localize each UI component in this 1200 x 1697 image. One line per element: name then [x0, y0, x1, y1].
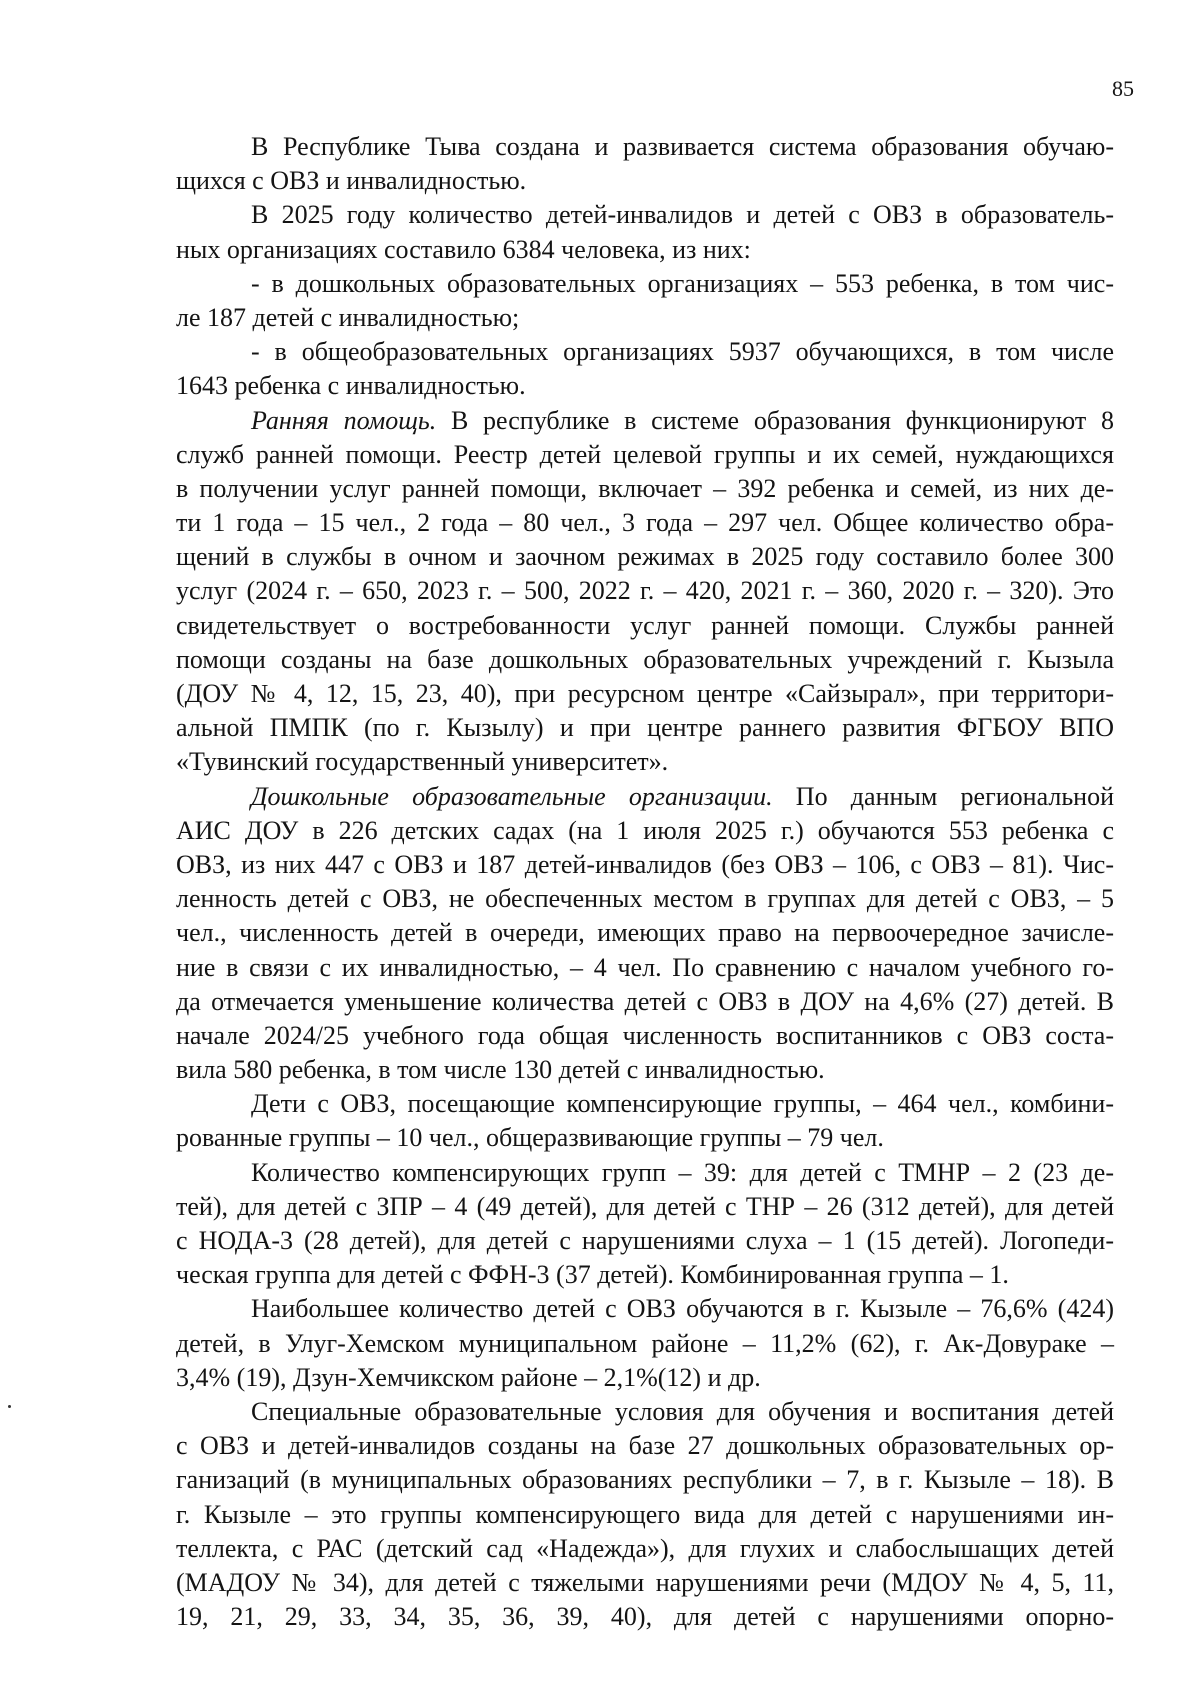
text-line	[176, 130, 1114, 164]
line-text: ти 1 года – 15 чел., 2 года – 80 чел., 3 года – 297 чел. Общее количество обра-	[176, 508, 1114, 538]
line-text: с НОДА-3 (28 детей), для детей с нарушениями слуха – 1 (15 детей). Логопеди-	[176, 1226, 1114, 1255]
line-text: (МАДОУ № 34), для детей с тяжелыми нарушениями речи (МДОУ № 4, 5, 11,	[176, 1567, 1114, 1597]
line-text: с ОВЗ и детей-инвалидов созданы на базе 27 дошкольных образовательных ор-	[176, 1431, 1114, 1461]
text-line	[176, 745, 1114, 779]
text-line	[176, 882, 1114, 916]
text-line	[176, 848, 1114, 882]
text-line	[176, 233, 1114, 267]
text-line	[176, 301, 1114, 335]
text-line	[176, 1190, 1114, 1224]
line-text: «Тувинский государственный университет».	[176, 747, 669, 777]
line-text: щихся с ОВЗ и инвалидностью.	[176, 166, 527, 196]
line-text: АИС ДОУ в 226 детских садах (на 1 июля 2025 г.) обучаются 553 ребенка с	[176, 815, 1114, 845]
text-line	[176, 198, 1114, 232]
text-line	[176, 1395, 1114, 1429]
text-line	[176, 1019, 1114, 1053]
line-text: (ДОУ № 4, 12, 15, 23, 40), при ресурсном центре «Сайзырал», при территори-	[176, 679, 1114, 708]
line-text: ОВЗ, из них 447 с ОВЗ и 187 детей-инвалидов (без ОВЗ – 106, с ОВЗ – 81). Чис-	[176, 849, 1114, 879]
line-text: 19, 21, 29, 33, 34, 35, 36, 39, 40), для детей с нарушениями опорно-	[176, 1602, 1114, 1632]
line-text: Наибольшее количество детей с ОВЗ обучаются в г. Кызыле – 76,6% (424)	[251, 1294, 1114, 1324]
line-text: вила 580 ребенка, в том числе 130 детей с инвалидностью.	[176, 1055, 825, 1085]
page-number: 85	[1112, 76, 1134, 101]
text-line	[176, 643, 1114, 677]
line-text: альной ПМПК (по г. Кызылу) и при центре раннего развития ФГБОУ ВПО	[176, 713, 1114, 743]
text-line	[176, 1463, 1114, 1497]
text-line	[176, 1566, 1114, 1600]
line-text: Количество компенсирующих групп – 39: для детей с ТМНР – 2 (23 де-	[251, 1157, 1114, 1187]
text-line	[176, 814, 1114, 848]
text-line	[176, 574, 1114, 608]
text-line	[176, 267, 1114, 301]
line-text: ленность детей с ОВЗ, не обеспеченных местом в группах для детей с ОВЗ, – 5	[176, 884, 1114, 914]
line-text: чел., численность детей в очереди, имеющих право на первоочередное зачисле-	[176, 918, 1114, 948]
line-text: г. Кызыле – это группы компенсирующего вида для детей с нарушениями ин-	[176, 1499, 1114, 1529]
line-text: помощи созданы на базе дошкольных образовательных учреждений г. Кызыла	[176, 644, 1114, 674]
line-text: ле 187 детей с инвалидностью;	[176, 302, 520, 332]
line-text: в получении услуг ранней помощи, включает – 392 ребенка и семей, из них де-	[176, 473, 1114, 503]
text-line	[176, 1156, 1114, 1190]
text-line	[176, 404, 1114, 438]
line-text: начале 2024/25 учебного года общая численность воспитанников с ОВЗ соста-	[176, 1020, 1114, 1050]
text-line	[176, 916, 1114, 950]
text-line	[176, 1087, 1114, 1121]
text-line	[176, 780, 1114, 814]
text-line	[176, 951, 1114, 985]
line-text: ческая группа для детей с ФФН-3 (37 детей). Комбинированная группа – 1.	[176, 1260, 1009, 1290]
line-text: Дети с ОВЗ, посещающие компенсирующие группы, – 464 чел., комбини-	[251, 1089, 1114, 1119]
text-line	[176, 369, 1114, 403]
line-text: ных организациях составило 6384 человека, из них:	[176, 234, 751, 264]
line-text: - в общеобразовательных организациях 5937 обучающихся, в том числе	[251, 337, 1114, 367]
text-line	[176, 540, 1114, 574]
text-line	[176, 1258, 1114, 1292]
text-line	[176, 711, 1114, 745]
text-line	[176, 472, 1114, 506]
text-line	[176, 438, 1114, 472]
text-line	[176, 1224, 1114, 1258]
line-text: В Республике Тыва создана и развивается система образования обучаю-	[251, 132, 1114, 161]
text-line	[176, 1429, 1114, 1463]
text-line	[176, 1361, 1114, 1395]
line-text: В республике в системе образования функционируют 8	[436, 405, 1114, 435]
text-line	[176, 1292, 1114, 1326]
line-text: щений в службы в очном и заочном режимах в 2025 году составило более 300	[176, 542, 1114, 572]
text-line	[176, 609, 1114, 643]
line-text: рованные группы – 10 чел., общеразвивающие группы – 79 чел.	[176, 1123, 884, 1153]
line-text: да отмечается уменьшение количества детей с ОВЗ в ДОУ на 4,6% (27) детей. В	[176, 986, 1114, 1016]
line-text: служб ранней помощи. Реестр детей целевой группы и их семей, нуждающихся	[176, 439, 1114, 469]
text-line	[176, 164, 1114, 198]
line-text: детей, в Улуг-Хемском муниципальном районе – 11,2% (62), г. Ак-Довураке –	[176, 1328, 1114, 1358]
text-line	[176, 1121, 1114, 1155]
line-text: 1643 ребенка с инвалидностью.	[176, 371, 526, 401]
italic-heading: Ранняя помощь.	[251, 405, 437, 435]
line-text: По данным региональной	[772, 781, 1114, 811]
text-line	[176, 335, 1114, 369]
line-text: теллекта, с РАС (детский сад «Надежда»), для глухих и слабослышащих детей	[176, 1533, 1114, 1563]
line-text: 3,4% (19), Дзун-Хемчикском районе – 2,1%(12) и др.	[176, 1362, 761, 1392]
line-text: ганизаций (в муниципальных образованиях республики – 7, в г. Кызыле – 18). В	[176, 1465, 1114, 1495]
line-text: Специальные образовательные условия для обучения и воспитания детей	[251, 1396, 1114, 1426]
line-text: свидетельствует о востребованности услуг ранней помощи. Службы ранней	[176, 610, 1114, 640]
line-text: тей), для детей с ЗПР – 4 (49 детей), для детей с ТНР – 26 (312 детей), для детей	[176, 1191, 1114, 1221]
line-text: В 2025 году количество детей-инвалидов и детей с ОВЗ в образователь-	[251, 200, 1114, 230]
text-line	[176, 1532, 1114, 1566]
line-text: ние в связи с их инвалидностью, – 4 чел. По сравнению с началом учебного го-	[176, 952, 1114, 982]
text-line	[176, 1600, 1114, 1634]
line-text: - в дошкольных образовательных организациях – 553 ребенка, в том чис-	[251, 268, 1114, 298]
text-line	[176, 506, 1114, 540]
text-line	[176, 1053, 1114, 1087]
italic-heading: Дошкольные образовательные организации.	[251, 781, 773, 811]
text-line	[176, 985, 1114, 1019]
text-line	[176, 1498, 1114, 1532]
text-line	[176, 677, 1114, 711]
text-line	[176, 1327, 1114, 1361]
scan-speck	[8, 1405, 11, 1408]
body-text	[176, 130, 1114, 1634]
line-text: услуг (2024 г. – 650, 2023 г. – 500, 2022 г. – 420, 2021 г. – 360, 2020 г. – 320). Это	[176, 576, 1114, 606]
